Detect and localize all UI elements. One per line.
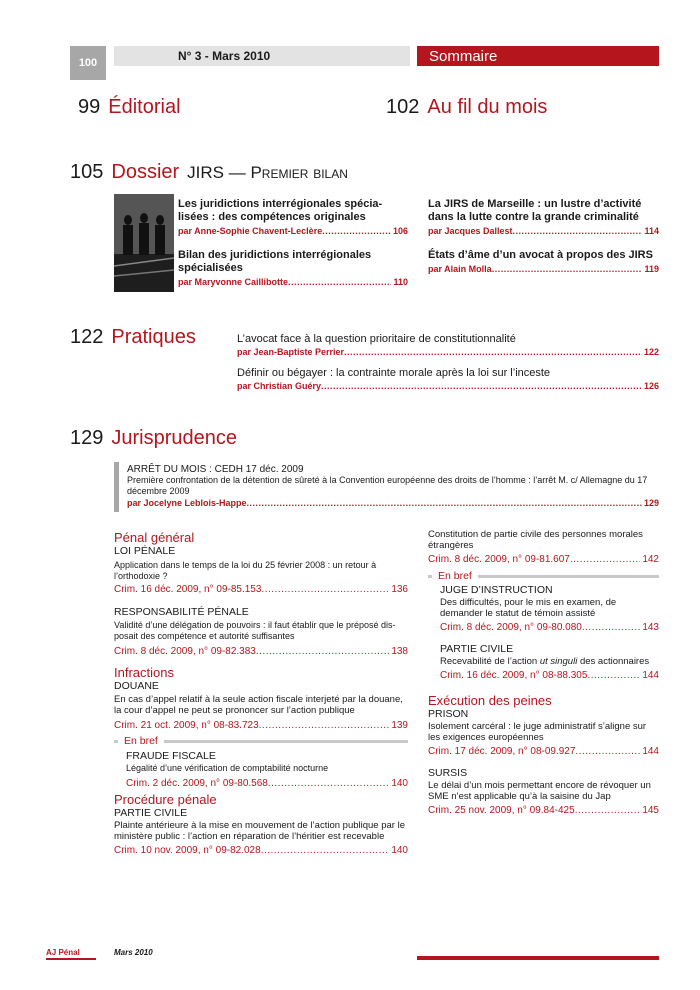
arret-label: ARRÊT DU MOIS : CEDH 17 déc. 2009 [127, 464, 304, 475]
arret-text: Première confrontation de la détention de sûreté à la Convention européenne des droits de l’homme : l’arrêt M. c/ Allemagne du 17 décembre 2009 [127, 475, 648, 496]
editorial-heading[interactable] [78, 96, 181, 119]
category-procedure: Procédure pénale [114, 791, 217, 807]
article-title: L’avocat face à la question prioritaire de constitutionnalité [237, 333, 516, 345]
ref-text: Crim. 8 déc. 2009, n° 09-82.383 [114, 646, 256, 657]
en-bref-divider [114, 735, 408, 747]
ref-text: Crim. 21 oct. 2009, n° 08-83.723 [114, 720, 259, 731]
item-ref[interactable] [428, 554, 659, 565]
item-heading: RESPONSABILITÉ PÉNALE [114, 606, 249, 618]
article-page: 126 [643, 381, 659, 391]
item-heading: JUGE D’INSTRUCTION [440, 584, 553, 596]
dossier-article-3[interactable] [428, 198, 659, 236]
pratiques-heading[interactable] [70, 326, 196, 349]
dossier-title: Dossier [111, 161, 180, 183]
article-title: Les juridictions interrégionales spécia-lisées : des compétences originales [178, 198, 383, 223]
ref-page: 145 [642, 804, 659, 816]
article-author-line [178, 226, 408, 236]
issue-label: N° 3 - Mars 2010 [114, 46, 410, 66]
jurisprudence-title: Jurisprudence [111, 427, 237, 449]
article-title: États d’âme d’un avocat à propos des JIRS [428, 249, 653, 261]
ref-page: 139 [391, 720, 408, 731]
item-ref[interactable] [114, 584, 408, 595]
category-execution: Exécution des peines [428, 692, 552, 708]
item-text: Application dans le temps de la loi du 25 février 2008 : un retour à l’orthodoxie ? [114, 560, 377, 581]
pratiques-article-1[interactable] [237, 333, 659, 357]
article-author: par Jean-Baptiste Perrier [237, 347, 345, 357]
en-bref-bar [164, 740, 408, 743]
item-text: Constitution de partie civile des personnes morales étrangères [428, 529, 643, 551]
item-ref[interactable] [428, 746, 659, 757]
article-page: 114 [644, 226, 659, 236]
section-title: Sommaire [417, 46, 659, 66]
editorial-title: Éditorial [108, 96, 181, 118]
arret-marker [114, 462, 119, 512]
ref-page: 136 [391, 584, 408, 595]
ref-text: Crim. 8 déc. 2009, n° 09-81.607 [428, 554, 570, 565]
item-ref[interactable] [126, 778, 408, 789]
page-number: 100 [70, 46, 106, 80]
jurisprudence-right-column [428, 529, 659, 816]
item-ref[interactable] [114, 646, 408, 657]
dossier-article-2[interactable] [178, 249, 408, 287]
pratiques-title: Pratiques [111, 326, 196, 348]
footer-journal: AJ Pénal [46, 948, 80, 957]
article-title: La JIRS de Marseille : un lustre d’activité dans la lutte contre la grande criminalité [428, 198, 642, 223]
item-text [440, 656, 659, 668]
en-bref-label: En bref [438, 570, 472, 582]
editorial-page: 99 [78, 96, 101, 118]
item-ref[interactable] [114, 720, 408, 731]
item-heading: PARTIE CIVILE [440, 643, 514, 655]
dossier-subtitle: JIRS — Premier bilan [187, 163, 348, 182]
item-heading: PARTIE CIVILE [114, 806, 188, 819]
en-bref-divider [428, 570, 659, 582]
item-text: Isolement carcéral : le juge administratif s’aligne sur les exigences européennes [428, 720, 647, 743]
pratiques-article-2[interactable] [237, 367, 659, 391]
item-text: En cas d’appel relatif à la seule action fiscale interjeté par la douane, la cour d’appel ne peut se prononcer sur l’action publique [114, 694, 403, 716]
item-heading: DOUANE [114, 680, 159, 692]
ref-page: 144 [642, 745, 659, 757]
dossier-heading[interactable] [70, 161, 348, 184]
ref-page: 142 [642, 554, 659, 565]
item-ref[interactable] [114, 845, 408, 856]
jurisprudence-heading[interactable] [70, 427, 237, 450]
jurisprudence-left-column [114, 530, 408, 856]
footer-rule-left [46, 958, 96, 960]
au-fil-title: Au fil du mois [427, 96, 548, 118]
footer-rule-right [417, 956, 659, 960]
arret-author: par Jocelyne Leblois-Happe [127, 498, 247, 508]
arret-du-mois[interactable] [127, 464, 659, 508]
dossier-photo [114, 194, 174, 292]
item-ref[interactable] [440, 622, 659, 633]
item-heading: SURSIS [428, 766, 468, 779]
jurisprudence-page: 129 [70, 427, 104, 449]
dossier-page: 105 [70, 161, 104, 183]
ref-text: Crim. 16 déc. 2009, n° 09-85.153 [114, 584, 262, 595]
ref-text: Crim. 8 déc. 2009, n° 09-80.080 [440, 622, 582, 633]
article-author-line [237, 347, 659, 357]
footer-date: Mars 2010 [114, 948, 153, 957]
dossier-article-1[interactable] [178, 198, 408, 236]
article-page: 122 [643, 347, 659, 357]
item-heading: PRISON [428, 707, 469, 720]
article-author-line [428, 226, 659, 236]
article-author-line [237, 381, 659, 391]
en-bref-label: En bref [124, 735, 158, 747]
item-text: Plainte antérieure à la mise en mouvement de l’action publique par le ministère public : l’action en réparation de l’héritier est recevable [114, 819, 405, 842]
pratiques-page: 122 [70, 326, 104, 348]
ref-text: Crim. 17 déc. 2009, n° 08-09.927 [428, 745, 576, 757]
item-text: Validité d’une délégation de pouvoirs : il faut établir que le préposé dis-posait des compétence et autorité suffisantes [114, 620, 396, 641]
article-author: par Christian Guéry [237, 381, 322, 391]
article-page: 106 [392, 226, 408, 236]
au-fil-page: 102 [386, 96, 420, 118]
article-author: par Alain Molla [428, 264, 492, 274]
en-bref-stub [114, 740, 118, 743]
article-author: par Jacques Dallest [428, 226, 513, 236]
ref-text: Crim. 2 déc. 2009, n° 09-80.568 [126, 777, 268, 789]
item-heading: FRAUDE FISCALE [126, 750, 216, 762]
item-text-pre: Recevabilité de l’action [440, 656, 540, 667]
article-title: Bilan des juridictions interrégionales spécialisées [178, 249, 372, 274]
article-author-line [178, 277, 408, 287]
item-text-post: des actionnaires [577, 656, 650, 667]
ref-page: 138 [391, 646, 408, 657]
arret-page: 129 [643, 498, 659, 508]
item-text-em: ut singuli [539, 656, 578, 667]
article-author: par Maryvonne Caillibotte [178, 277, 289, 287]
arret-author-line [127, 498, 659, 508]
item-text: Des difficultés, pour le mis en examen, de demander le statut de témoin assisté [440, 597, 617, 619]
ref-page: 140 [391, 777, 408, 789]
article-author-line [428, 264, 659, 274]
item-ref[interactable] [440, 670, 659, 681]
item-heading: LOI PÉNALE [114, 545, 176, 557]
category-penal-general: Pénal général [114, 530, 195, 545]
ref-text: Crim. 25 nov. 2009, n° 09.84-425 [428, 804, 575, 816]
ref-page: 140 [391, 844, 408, 856]
item-ref[interactable] [428, 805, 659, 816]
ref-page: 143 [642, 622, 659, 633]
en-bref-bar [478, 575, 659, 578]
en-bref-stub [428, 575, 432, 578]
ref-text: Crim. 16 déc. 2009, n° 08-88.305 [440, 669, 588, 681]
au-fil-heading[interactable] [386, 96, 547, 119]
article-title: Définir ou bégayer : la contrainte morale après la loi sur l’inceste [237, 367, 551, 379]
ref-page: 144 [642, 669, 659, 681]
category-infractions: Infractions [114, 665, 174, 680]
item-text: Légalité d’une vérification de comptabilité nocturne [126, 763, 329, 773]
ref-text: Crim. 10 nov. 2009, n° 09-82.028 [114, 844, 261, 856]
article-page: 110 [393, 277, 408, 287]
article-page: 119 [644, 264, 659, 274]
item-text: Le délai d’un mois permettant encore de révoquer un SME n’est applicable qu’à la saisine du Jap [428, 779, 651, 802]
dossier-article-4[interactable] [428, 249, 659, 274]
article-author: par Anne-Sophie Chavent-Leclère [178, 226, 323, 236]
